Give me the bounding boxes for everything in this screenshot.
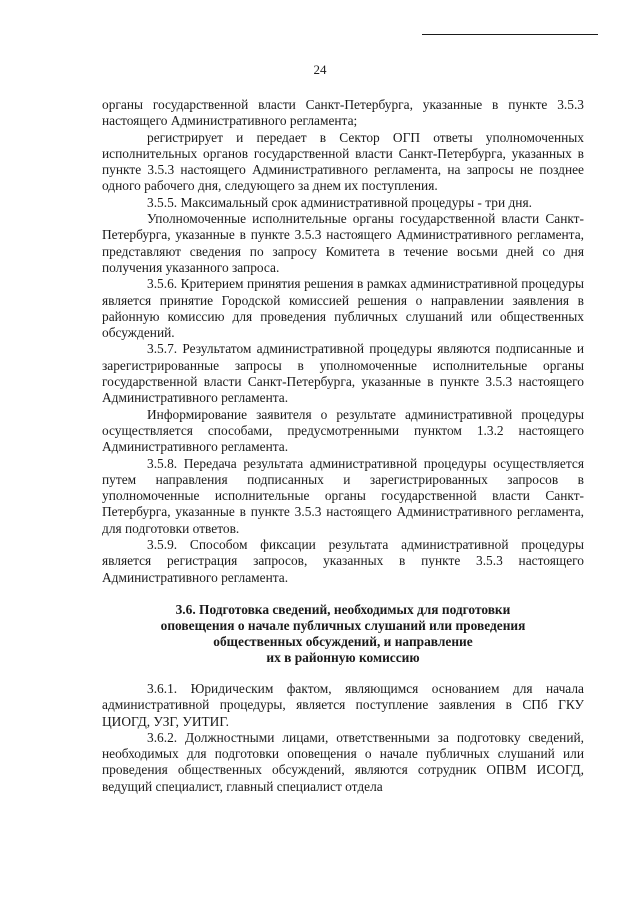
paragraph: 3.5.8. Передача результата административной процедуры осуществляется путем направления подписанных и зарегистрированных запросов в уполномоченные исполнительные органы государственной власти Санкт-Петербурга, указанные в пункте 3.5.3 настоящего Административного регламента, для подготовки ответов. [102, 455, 584, 536]
top-rule [422, 34, 598, 35]
paragraph: Уполномоченные исполнительные органы государственной власти Санкт-Петербурга, указанные в пункте 3.5.3 настоящего Административного регламента, представляют сведения по запросу Комитета в течение восьми дней со дня получения указанного запроса. [102, 211, 584, 275]
section-heading-line: общественных обсуждений, и направление [213, 633, 473, 649]
paragraph: 3.6.2. Должностными лицами, ответственными за подготовку сведений, необходимых для подготовки оповещения о начале публичных слушаний или проведения общественных обсуждений, являются сотрудник ОПВМ ИСОГД, ведущий специалист, главный специалист отдела [102, 729, 584, 794]
paragraph: 3.5.7. Результатом административной процедуры являются подписанные и зарегистрированные запросы в уполномоченные исполнительные органы государственной власти Санкт-Петербурга, указанные в пункте 3.5.3 настоящего Административного регламента. [102, 341, 584, 406]
paragraph: регистрирует и передает в Сектор ОГП ответы уполномоченных исполнительных органов государственной власти Санкт-Петербурга, указанных в пункте 3.5.3 настоящего Административного регламента, на запросы не позднее одного рабочего дня, следующего за днем их поступления. [102, 129, 584, 194]
paragraph: 3.5.6. Критерием принятия решения в рамках административной процедуры является принятие Городской комиссией решения о направлении заявления в районную комиссию для проведения публичных слушаний или общественных обсуждений. [102, 276, 584, 341]
section-heading [102, 602, 584, 666]
paragraph: 3.5.9. Способом фиксации результата административной процедуры является регистрация запросов, указанных в пункте 3.5.3 настоящего Административного регламента. [102, 537, 584, 585]
paragraph: 3.5.5. Максимальный срок административной процедуры - три дня. [147, 194, 532, 210]
section-heading-line: оповещения о начале публичных слушаний или проведения [160, 617, 526, 633]
page-number: 24 [313, 62, 327, 77]
section-heading-line: их в районную комиссию [266, 649, 420, 665]
paragraph: 3.6.1. Юридическим фактом, являющимся основанием для начала административной процедуры, является поступление заявления в СПб ГКУ ЦИОГД, УЗГ, УИТИГ. [102, 680, 584, 729]
section-heading-line: 3.6. Подготовка сведений, необходимых для подготовки [175, 601, 511, 617]
paragraph: органы государственной власти Санкт-Петербурга, указанные в пункте 3.5.3 настоящего Административного регламента; [102, 97, 584, 129]
paragraph: Информирование заявителя о результате административной процедуры осуществляется способами, предусмотренными пунктом 1.3.2 настоящего Административного регламента. [102, 406, 584, 455]
body-text [102, 97, 584, 795]
